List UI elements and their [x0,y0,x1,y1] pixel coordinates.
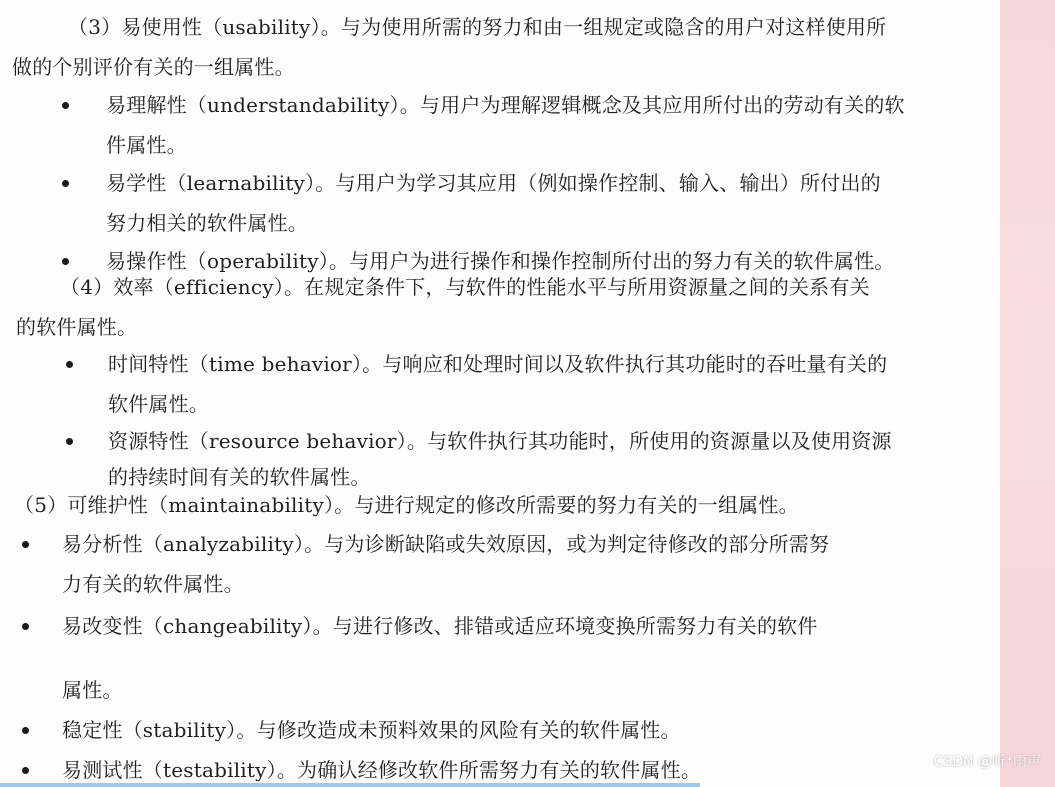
watermark: CSDN @听*雨声 [933,754,1041,770]
bullet-icon [62,258,69,265]
bottom-strip [0,783,700,787]
right-margin [1000,0,1055,787]
bullet-icon [22,727,29,734]
text-line: 的软件属性。 [16,315,138,339]
text-line: 资源特性（resource behavior）。与软件执行其功能时，所使用的资源量以及使用资源 [108,429,892,453]
text-line: 易学性（learnability）。与用户为学习其应用（例如操作控制、输入、输出）所付出的 [106,171,881,195]
text-line: 时间特性（time behavior）。与响应和处理时间以及软件执行其功能时的吞吐量有关的 [108,352,888,376]
bullet-icon [22,767,29,774]
text-line: 件属性。 [106,133,187,157]
text-line: 的持续时间有关的软件属性。 [108,465,371,489]
bullet-icon [66,361,73,368]
text-line: 软件属性。 [108,392,209,416]
text-line: 易操作性（operability）。与用户为进行操作和操作控制所付出的努力有关的软件属性。 [106,249,895,273]
text-line: 易改变性（changeability）。与进行修改、排错或适应环境变换所需努力有关的软件 [62,614,818,638]
text-line: （4）效率（efficiency）。在规定条件下，与软件的性能水平与所用资源量之间的关系有关 [60,275,870,299]
text-line: 做的个别评价有关的一组属性。 [12,55,295,79]
bullet-icon [66,438,73,445]
text-line: （3）易使用性（usability）。与为使用所需的努力和由一组规定或隐含的用户对这样使用所 [68,15,887,39]
text-line: 属性。 [62,678,123,702]
text-line: 易理解性（understandability）。与用户为理解逻辑概念及其应用所付出的劳动有关的软 [106,93,905,117]
text-line: （5）可维护性（maintainability）。与进行规定的修改所需要的努力有关的一组属性。 [14,493,799,517]
text-line: 力有关的软件属性。 [62,572,244,596]
bullet-icon [62,180,69,187]
text-line: 努力相关的软件属性。 [106,211,308,235]
text-line: 易分析性（analyzability）。与为诊断缺陷或失效原因，或为判定待修改的部分所需努 [62,532,830,556]
bullet-icon [62,102,69,109]
text-line: 稳定性（stability）。与修改造成未预料效果的风险有关的软件属性。 [62,718,681,742]
text-line: 易测试性（testability）。为确认经修改软件所需努力有关的软件属性。 [62,758,702,782]
bullet-icon [22,541,29,548]
bullet-icon [22,623,29,630]
